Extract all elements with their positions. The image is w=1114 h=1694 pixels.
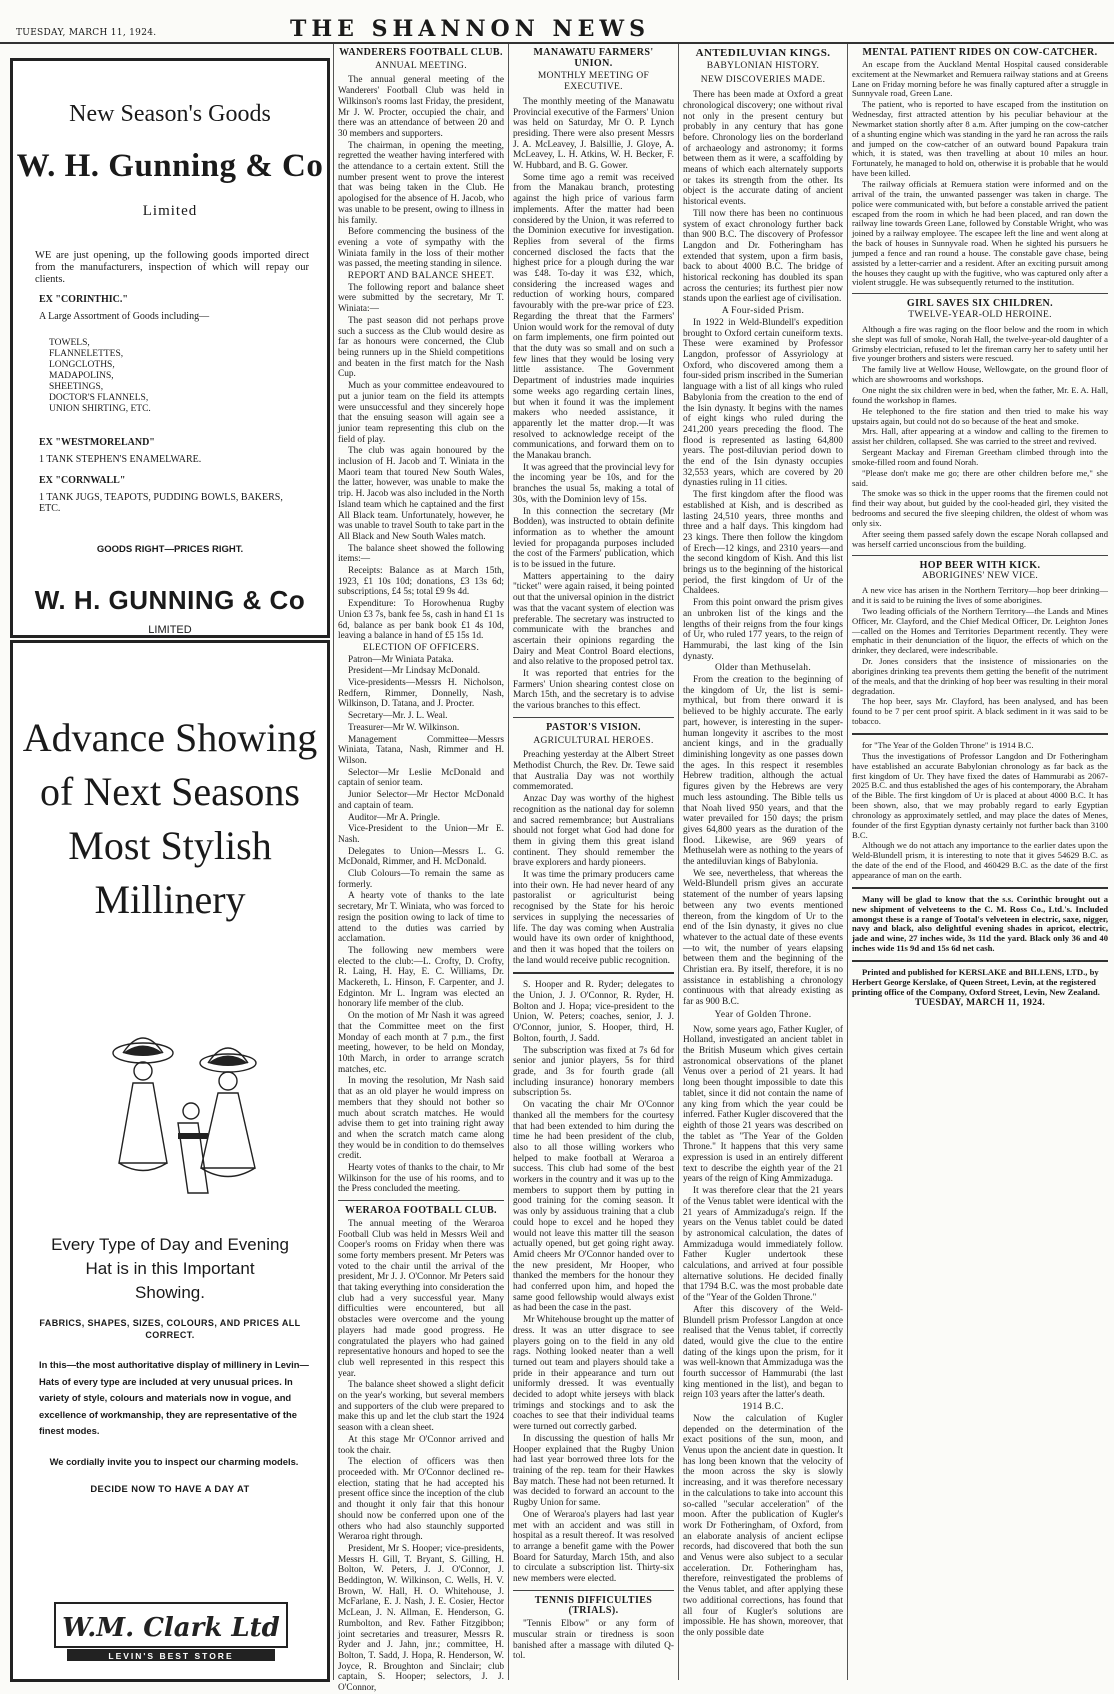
paragraph: On vacating the chair Mr O'Connor thanked all the members for the courtesy that had been extended to him during the time he had been president of the club, also to all those willing workers who helped to make football at Weraroa a success. This club had some of the best workers in the country and it was up to the members to support them by putting in good training for the coming season. It was only by assiduous training that a club could hope to excel and he hoped they would not leave this matter till the season actually opened, but get going right away. Amid cheers Mr O'Connor handed over to the new president, Mr Hooper, who thanked the members for the honour they had conferred upon him, and hoped the same good fellowship would always exist as had been the case in the past. xyxy=(513,1100,674,1314)
column-rule xyxy=(333,44,334,1680)
list-item: MADAPOLINS, xyxy=(49,371,114,381)
ad-ex-ship: EX "CORNWALL" xyxy=(39,475,126,486)
article-body xyxy=(852,741,1108,881)
ad-limited: Limited xyxy=(142,203,198,219)
paragraph: Treasurer—Mr W. Wilkinson. xyxy=(348,722,460,733)
paragraph: The past season did not perhaps prove such a success as the Club would desire as far as honours were concerned, the Club being runners up in the Shield competitions and beaten in the first match for the Nash Cup. xyxy=(338,315,504,380)
clark-logo xyxy=(53,1601,289,1663)
ad-season-heading: New Season's Goods xyxy=(69,101,271,127)
article-headline: WANDERERS FOOTBALL CLUB. xyxy=(339,47,503,58)
paragraph: Now the calculation of Kugler depended on the determination of the exact positions of the sun, moon, and Venus upon the ancient date in question. It has long been known that the velocity of the moon across the sky is slowly increasing, and it was therefore necessary in the calculations to take into account this so-called "secular acceleration" of the moon. After the publication of Kugler's work Dr Fotheringham, of Oxford, from an elaborate analysis of ancient eclipse records, had discovered that both the sun and Venus were also subject to a secular acceleration. Dr. Fotheringham has, therefore, reinvestigated the problems of the Venus tablet, and after applying these two additional corrections, has found that all four of Kugler's solutions are impossible. He has shown, moreover, that the only possible date xyxy=(683,1413,843,1638)
article-divider xyxy=(852,887,1108,889)
paragraph: In 1922 in Weld-Blundell's expedition brought to Oxford certain cuneiform texts. These were examined by Professor Langdon, professor of Assyriology at Oxford, who discovered among them a four-sided prism inscribed in the Sumerian language with a list of all kings who ruled Babylonia from the creation to the end of the Isin dynasty. It begins with the names of eight kings who ruled during the 241,200 years preceding the flood. The flood is represented as lasting 64,800 years. The post-diluvian period down to the end of the Isin dynasty occupies 32,553 years, which are covered by 20 dynasties ruling in 11 cities. xyxy=(683,317,843,489)
column-5 xyxy=(852,44,1108,1680)
masthead xyxy=(0,0,1114,44)
paragraph: Receipts: Balance as at March 15th, 1923, £1 10s 10d; donations, £3 13s 6d; subscriptions, £4 5s; total £9 9s 4d. xyxy=(338,566,504,598)
paragraph: Preaching yesterday at the Albert Street Methodist Church, the Rev. Dr. Tewe said that Australia Day was not worthily commemorated. xyxy=(513,750,674,793)
paragraph: In discussing the question of halls Mr Hooper explained that the Rugby Union had last year borrowed three lots for the training of the rep. team for their Hawkes Bay match. These had not been returned. It was decided to forward an account to the Rugby Union for same. xyxy=(513,1433,674,1509)
paragraph: Junior Selector—Mr Hector McDonald and captain of team. xyxy=(338,790,504,811)
paragraph: Dr. Jones considers that the insistence of missionaries on the aborigines drinking tea prevents them getting the benefit of the nutriment of the meals, and that the drinking of hop beer was resulting in their moral degradation. xyxy=(852,656,1108,696)
article-headline: ANTEDILUVIAN KINGS. xyxy=(695,47,831,59)
millinery-illustration xyxy=(83,993,283,1213)
paragraph: Patron—Mr Winiata Pataka. xyxy=(348,654,454,665)
section-heading: 1914 B.C. xyxy=(742,1402,784,1413)
article-divider xyxy=(852,293,1108,294)
paragraph: The chairman, in opening the meeting, regretted the weather having interfered with the attendance to a certain extent. Still the number present went to prove the interest that was being taken in the Club. He apologised for the absence of H. Jacob, who was unable to be present, owing to illness in his family. xyxy=(338,140,504,226)
paragraph: Thus the investigations of Professor Langdon and Dr Fotheringham have established an accurate Babylonian chronology as far back as the first kingdom of Ur. They have fixed the dates of Hammurabi as 2067-2025 B.C. and thus established the ages of his contemporary, the Abraham of the Bible. The first kingdom of Ur is placed at about 4000 B.C. It has been shown, also, that we may probably regard to early Egyptian chronology as approximately settled, and may place the dates of Menes, founder of the first Egyptian dynasty certainly not further back than 3100 B.C. xyxy=(852,750,1108,840)
printer-imprint: Printed and published for KERSLAKE and BILLENS, LTD., by Herbert George Kerslake, of Queen Street, Levin, at the registered printing office of the Company, Oxford Street, Levin, New Zealand. xyxy=(852,966,1100,997)
paragraph: It was reported that entries for the Farmers' Union shearing contest close on March 15th, and the secretary is to advise the various branches to this effect. xyxy=(513,669,674,712)
list-item: SHEETINGS, xyxy=(49,382,104,392)
gunning-advertisement xyxy=(10,58,330,638)
paragraph: In this connection the secretary (Mr Bodden), was instructed to obtain definite information as to whether the amount levied for propaganda purposes included the cost of the Farmers' publication, which is to be issued in the future. xyxy=(513,506,674,571)
article-headline: GIRL SAVES SIX CHILDREN. xyxy=(906,298,1054,310)
ad-intro: WE are just opening, up the following goods imported direct from the manufacturers, inspection of which will repay our clients. xyxy=(35,250,309,285)
issue-date: TUESDAY, MARCH 11, 1924. xyxy=(16,28,157,38)
ad-headline-line: Most Stylish xyxy=(68,823,272,868)
article-subhead: MONTHLY MEETING OF EXECUTIVE. xyxy=(537,71,650,93)
paragraph: It was agreed that the provincial levy for the incoming year be 10s, and for the branches the usual 5s, making a total of 30s, with the Dominion levy of 15s. xyxy=(513,462,675,505)
ad-body-text: In this—the most authoritative display of millinery in Levin—Hats of every type are included at very unusual prices. In variety of style, colours and materials now in vogue, and excellence of workmanship, they are representative of the finest modes. xyxy=(39,1359,309,1436)
paragraph: Expenditure: To Horowhenua Rugby Union £3 7s, bank fee 5s, cash in hand £1 1s 6d, balance as per bank book £1 4s 10d, leaving a balance in hand of £5 15s 1d. xyxy=(338,599,504,642)
paragraph: Management Committee—Messrs Winiata, Tatana, Nash, Rimmer and H. Wilson. xyxy=(338,734,504,766)
paragraph: Mrs. Hall, after appearing at a window and calling to the firemen to assist her children, collapsed. She was carried to the street and revived. xyxy=(852,426,1108,447)
paragraph: Matters appertaining to the dairy "ticket" were again raised, it being pointed out that the universal opinion in the district was that the vacant system of election was preferable. The secretary was instructed to communicate with the branches and ascertain their opinions regarding the Dairy and Meat Control Board elections, and also relative to the proposed petrol tax. xyxy=(513,571,674,668)
paragraph: The annual meeting of the Weraroa Football Club was held in Messrs Weil and Cooper's rooms on Friday when there was some forty members present. Mr Peters was voted to the chair until the arrival of the president, Mr J. J. O'Connor. Mr Peters said that taking everything into consideration the club had a very successful year. Many difficulties were encountered, but all obstacles were overcome and the young players had made good progress. He congratulated the players who had gained representative honours and hoped to see the club well represented in this respect this year. xyxy=(338,1218,504,1379)
paragraph: Although we do not attach any importance to the earlier dates upon the Weld-Blundell prism, it is interesting to note that it gives 54629 B.C. as the date of the end of the Flood, and 460429 B.C. as the date of the first appearance of man on the earth. xyxy=(852,840,1108,880)
paragraph: The annual general meeting of the Wanderers' Football Club was held in Wilkinson's rooms last Friday, the president, Mr J. W. Procter, occupied the chair, and there was an attendance of between 20 and 30 members and supporters. xyxy=(338,75,504,139)
paragraph: An escape from the Auckland Mental Hospital caused considerable excitement at the Newmarket and Remuera railway stations and at Greens Lane on Friday morning before he was finally captured after a struggle in Sunnyvale road, Green Lane. xyxy=(852,58,1108,99)
column-rule xyxy=(678,44,679,1680)
ad-ex-desc: 1 TANK STEPHEN'S ENAMELWARE. xyxy=(39,454,202,465)
paragraph: Anzac Day was worthy of the highest recognition as the national day for solemn and sacred remembrance; but Australians should not forget what God had done for them in giving them this great island continent. They should remember the brave explorers and hardy pioneers. xyxy=(513,794,674,869)
paragraph: From the creation to the beginning of the kingdom of Ur, the list is semi-mythical, but from there onward it is believed to be highly accurate. The early part, however, is interesting in the super-human longevity it ascribes to the most ancient kings, and in the gradually diminishing longevity as one passes down the ages. In this respect it resembles Hebrew tradition, although the actual figures given by the Hebrews are very much less astounding. The Bible tells us that Noah lived 950 years, and that the water prevailed for 150 days; the prism gives 64,800 years as the duration of the flood. Likewise, are 969 years of Methuselah were as nothing to the years of the antediluvian kings of Babylonia. xyxy=(683,675,843,868)
ad-invitation: We cordially invite you to inspect our charming models. xyxy=(49,1455,299,1467)
paragraph: Now, some years ago, Father Kugler, of Holland, investigated an ancient tablet in the British Museum which gives certain astronomical observations of the planet Venus over a period of 21 years. It had long been thought impossible to date this tablet, since it did not contain the name of any king from which the year could be inferred. Father Kugler discovered that the eighth of those 21 years was described on the tablet as "The Year of the Golden Throne." It happens that this very same expression is used in an entirely different text to describe the eighth year of the 21 years of the reign of King Ammizaduga. xyxy=(683,1024,843,1185)
ad-limited-footer: LIMITED xyxy=(148,624,192,636)
article-divider xyxy=(338,1200,504,1201)
logo-tagline: LEVIN'S BEST STORE xyxy=(108,1651,234,1661)
list-item: FLANNELETTES, xyxy=(49,349,124,359)
paragraph: He telephoned to the fire station and then tried to make his way upstairs again, but could not do so because of the heat and smoke. xyxy=(852,405,1108,426)
ad-goods-list xyxy=(49,338,327,415)
paragraph: Till now there has been no continuous system of exact chronology further back than 900 B.C. The discovery of Professor Langdon and Dr. Fotheringham has extended that system, upon a firm basis, back to about 4000 B.C. The bridge of historical reckoning has doubled its span across the centuries; its furthest pier now stands upon the earliest age of civilisation. xyxy=(683,208,843,305)
article-divider xyxy=(852,733,1108,735)
imprint-date: TUESDAY, MARCH 11, 1924. xyxy=(914,998,1046,1009)
paragraph: A new vice has arisen in the Northern Territory—hop beer drinking—and it is said to be ruining the lives of some aborigines. xyxy=(852,585,1108,606)
paragraph: Although a fire was raging on the floor below and the room in which she slept was full of smoke, Norah Hall, the twelve-year-old daughter of a Grimsby electrician, refused to let the fireman carry her to safety until her five younger brothers and sisters were rescued. xyxy=(852,323,1108,364)
section-heading: REPORT AND BALANCE SHEET. xyxy=(347,271,495,282)
paragraph: A hearty vote of thanks to the late secretary, Mr T. Winiata, who was forced to resign the position owing to lack of time to attend to the duties was carried by acclamation. xyxy=(338,891,504,945)
newspaper-title: THE SHANNON NEWS xyxy=(290,16,650,42)
paragraph: Delegates to Union—Messrs L. G. McDonald, Rimmer, and H. McDonald. xyxy=(338,846,504,868)
article-body xyxy=(513,97,674,712)
paragraph: "Please don't make me go; there are other children before me," she said. xyxy=(852,467,1108,488)
article-headline: PASTOR'S VISION. xyxy=(546,721,641,733)
paragraph: The smoke was so thick in the upper rooms that the firemen could not find their way about, but guided by the cool-headed girl, they visited the bedrooms and secured the five sleeping children, the oldest of whom was only six. xyxy=(852,488,1108,528)
paragraph: There has been made at Oxford a great chronological discovery; one without rival not only in the present century but probably in any century that has gone before. Chronology lies on the borderland of archaeology and astronomy; it forms between them as it were, a scaffolding by means of which each alternately supports or takes its strength from the other. Its object is the accurate dating of ancient historical events. xyxy=(683,90,843,208)
logo-name: W.M. Clark Ltd xyxy=(62,1613,280,1643)
clark-millinery-advertisement xyxy=(10,640,330,1682)
article-headline: WERAROA FOOTBALL CLUB. xyxy=(345,1205,497,1217)
article-body xyxy=(852,586,1108,727)
article-headline: MANAWATU FARMERS' UNION. xyxy=(533,47,654,69)
ad-fabrics-line: FABRICS, SHAPES, SIZES, COLOURS, AND PRICES ALL CORRECT. xyxy=(39,1318,301,1340)
paragraph: The patient, who is reported to have escaped from the institution on Wednesday, first attracted attention by his peculiar behaviour at the Newmarket station shortly after 8 a.m. After jumping on the cow-catcher of a shunting engine which was standing in the yard he ran across the rails and jumped on the cow-catcher of an outward bound Papakura train which, it is stated, was then travelling at about 10 miles an hour. Fortunately, he managed to hold on, otherwise it is probable that he would have been killed. xyxy=(852,99,1108,179)
section-heading: A Four-sided Prism. xyxy=(721,306,805,317)
list-item: TOWELS, xyxy=(49,338,90,348)
paragraph: Secretary—Mr. J. L. Weal. xyxy=(348,711,448,722)
paragraph: "Tennis Elbow" or any form of muscular strain or tiredness is soon banished after a massage with diluted Q-tol. xyxy=(513,1619,674,1662)
list-item: UNION SHIRTING, ETC. xyxy=(49,404,151,414)
paragraph: At this stage Mr O'Connor arrived and took the chair. xyxy=(338,1434,504,1456)
list-item: DOCTOR'S FLANNELS, xyxy=(49,393,149,403)
paragraph: Two leading officials of the Northern Territory—the Lands and Mines Officer, Mr. Clayford, and the Chief Medical Officer, Dr. Leighton Jones—called on the Homes and Territories Department recently. They were emphatic in their denunciation of the liquor, the effects of which on the drinker, they declared, were indescribable. xyxy=(852,605,1108,656)
article-body xyxy=(513,750,674,966)
paragraph: In moving the resolution, Mr Nash said that as an old player he would impress on members that they should not bother so much about scratch matches. He would advise them to get into training right away and when the scratch match came along they would be in condition to do themselves credit. xyxy=(338,1076,504,1162)
article-body xyxy=(683,1025,843,1639)
paragraph: After this discovery of the Weld-Blundell prism Professor Langdon at once realised that the Venus tablet, if correctly dated, would give the clue to the entire dating of the kings upon the prism, for it was well-known that Ammizaduga was the fourth successor of Hammurabi (the last king mentioned in the list), and began to reign 103 years after the latter's death. xyxy=(683,1304,843,1401)
section-heading: ELECTION OF OFFICERS. xyxy=(362,642,480,653)
paragraph: The railway officials at Remuera station were informed and on the arrival of the train, the unwanted passenger was taken in charge. The police were communicated with, but before a constable arrived the patient escaped from the room in which he had been placed, and ran down the railway line towards Green Lane, followed by Constable Wright, who was joined by a railway employee. The escapee left the line and went along at the back of houses in Sunnyvale road. When he sighted his pursuers he jumped a fence and ran round a house. The constable gave chase, being assisted by a letter-carrier and a resident. After an exciting pursuit among the houses they caught up with the fugitive, who was captured only after a violent struggle. He was subsequently returned to the institution. xyxy=(852,178,1108,288)
article-divider xyxy=(513,1590,674,1591)
article-body xyxy=(852,325,1108,550)
article-divider xyxy=(513,717,674,718)
column-3 xyxy=(513,44,674,1680)
ad-ex-desc: 1 TANK JUGS, TEAPOTS, PUDDING BOWLS, BAKERS, ETC. xyxy=(39,492,283,514)
paragraph: President, Mr S. Hooper; vice-presidents, Messrs H. Gill, T. Bryant, S. Gilling, H. Bolton, W. Peters, J. J. O'Connor, J. Beddington, W. Wilkinson, C. Wells, H. V. Brown, W. Hall, H. O. Whitehouse, J. McFarlane, E. J. Nash, J. E. Cosier, Hector McLean, J. N. Allman, E. Henderson, G. Rumbolton, and Rev. Father Fitzgibbon; joint secretaries and treasurer, Messrs R. Ryder and J. Jahn, jnr.; committee, H. Bolton, T. Sadd, J. Hopa, R. Henderson, W. Joyce, R. Broughton and Sinclair; club captain, S. Hooper; selectors, J. J. O'Connor, xyxy=(338,1543,504,1694)
column-rule xyxy=(847,44,848,1680)
article-body xyxy=(683,90,843,1008)
paragraph: The hop beer, says Mr. Clayford, has been analysed, and has been found to be 7 per cent proof spirit. A black sediment in it was said to be tobacco. xyxy=(852,696,1108,727)
paragraph: The election of officers was then proceeded with. Mr O'Connor declined re-election, stating that he had accepted his present office since the inception of the club and thought it only fair that this honour should now be conferred upon one of the others who had also staunchly supported Weraroa right through. xyxy=(338,1457,504,1543)
column-2 xyxy=(338,44,505,1694)
paragraph: Some time ago a remit was received from the Manakau branch, protesting against the high price of various farm implements. After the matter had been considered by the Union, it was referred to the Dominion executive for investigation. Replies from several of the firms concerned disclosed the facts that the highest price for a plough during the war was £48. To-day it was £32, which, considering the increased wages and reduction of working hours, compared favourably with the pre-war price of £23. Regarding the threat that the Farmers' Union would work for the removal of duty on farm implements, one firm pointed out that the duty was so small and on such a few lines that they would be losing very little assistance. The Government Department of industries made inquiries some weeks ago regarding certain lines, but when it found it was the implement makers who needed assistance, it apparently let the matter drop.—It was resolved to acknowledge receipt of the communications, and forward them on to the Manakau branch. xyxy=(513,172,674,462)
paragraph: The subscription was fixed at 7s 6d for senior and junior players, 5s for third grade, and 3s for fourth grade (all including insurance) honorary members subscription 5s. xyxy=(513,1045,674,1099)
paragraph: We see, nevertheless, that whereas the Weld-Blundell prism gives an accurate statement of the number of years lapsing between any two events mentioned thereon, from the kingdom of Ur to the end of the Isin dynasty, it gives no clue whatever to the actual date of these events—to wit, the number of years elapsing between them and the beginning of the Christian era. By itself, therefore, it is no assistance in establishing a chronology continuous with that already existing as far as 900 B.C. xyxy=(683,868,843,1008)
article-divider xyxy=(852,960,1108,962)
article-subhead: BABYLONIAN HISTORY. xyxy=(706,60,820,71)
paragraph: Selector—Mr Leslie McDonald and captain of senior team. xyxy=(338,767,504,789)
article-headline: MENTAL PATIENT RIDES ON COW-CATCHER. xyxy=(862,47,1098,58)
paragraph: It was therefore clear that the 21 years of the Venus tablet were identical with the 21 years of Ammizaduga's reign. If the years on the Venus tablet could be dated by astronomical calculation, the dates of Ammizaduga would immediately follow. Father Kugler undertook these calculations, and arrived at four possible alternative solutions. He decided finally that 1794 B.C. was the most probable date of the "Year of the Golden Throne." xyxy=(683,1186,843,1304)
column-rule xyxy=(508,44,509,1680)
article-headline: TENNIS DIFFICULTIES (TRIALS). xyxy=(534,1594,653,1617)
ad-subhead-line: Every Type of Day and Evening xyxy=(51,1235,289,1254)
paragraph: Much as your committee endeavoured to put a junior team on the field its attempts were unsuccessful and they sincerely hope that the ensuing season will again see a junior team representing this club on the field of play. xyxy=(338,381,504,445)
article-body xyxy=(338,75,504,1195)
paragraph: Hearty votes of thanks to the chair, to Mr Wilkinson for the use of his rooms, and to the Press concluded the meeting. xyxy=(338,1163,504,1195)
paragraph: President—Mr Lindsay McDonald. xyxy=(348,666,480,677)
ad-ex-ship: EX "WESTMORELAND" xyxy=(39,437,155,448)
paragraph: The balance sheet showed the following items:— xyxy=(338,543,504,565)
paragraph: It was time the primary producers came into their own. He had never heard of any pastoralist or agriculturist being recognised by the State for his heroic services in supplying the necessaries of life. The day was coming when Australia would have its own order of knighthood, and then it was hoped that the toilers on the land would receive public recognition. xyxy=(513,870,674,966)
ad-headline-line: of Next Seasons xyxy=(40,769,300,814)
velveteen-notice: Many will be glad to know that the s.s. Corinthic brought out a new shipment of velveteens to the C. M. Ross Co., Ltd.'s. Included amongst these is a range of Tootal's velveteen in electric, saxe, nigger, navy and black, also delightful evening shades in apricot, electric, jade and wine, 27 inches wide, 3s 11d the yard. Black only 36 and 40 inches wide 11s 9d and 15s 6d net cash. xyxy=(852,893,1108,954)
article-subhead: ABORIGINES' NEW VICE. xyxy=(921,571,1039,582)
ad-call-to-action: DECIDE NOW TO HAVE A DAY AT xyxy=(90,1482,250,1494)
article-headline: HOP BEER WITH KICK. xyxy=(919,559,1041,571)
ad-subhead-line: Showing. xyxy=(135,1283,205,1302)
paragraph: The club was again honoured by the inclusion of H. Jacob and T. Winiata in the Maori team that toured New South Wales, the latter, however, was unable to make the trip. H. Jacob was also included in the North Island team which he captained and the first All Black team. Unfortunately, however, he was unable to travel South to take part in the All Black and New South Wales match. xyxy=(338,446,505,542)
list-item: LONGCLOTHS, xyxy=(49,360,115,370)
article-body xyxy=(513,980,674,1584)
article-body xyxy=(852,60,1108,288)
paragraph: The first kingdom after the flood was established at Kish, and is described as lasting 24,510 years, three months and three and a half days. This kingdom had 23 kings. There then follow the kingdom of Erech—12 kings, and 2310 years—and the second kingdom of Kish. And this list brings us to the beginning of the historical period, the first kingdom of Ur of the Chaldees. xyxy=(683,490,843,597)
paragraph: Sergeant Mackay and Fireman Greetham climbed through into the smoke-filled room and found Norah. xyxy=(852,447,1108,467)
paragraph: The monthly meeting of the Manawatu Provincial executive of the Farmers' Union was held on Saturday, Mr O. P. Lynch presiding. There were also present Messrs J. A. McLeavey, J. Balsillie, J. Gloye, A. McLeavey, L. H. Atkins, W. H. Becker, F. W. Hubbard, and B. G. Gower. xyxy=(513,96,674,172)
paragraph: The following report and balance sheet were submitted by the secretary, Mr T. Winiata:— xyxy=(338,282,504,315)
ad-headline-line: Millinery xyxy=(94,877,246,922)
paragraph: The balance sheet showed a slight deficit on the year's working, but several members and supporters of the club were prepared to make this up and let the club start the 1924 season with a clean sheet. xyxy=(338,1380,504,1434)
paragraph: One night the six children were in bed, when the father, Mr. E. A. Hall, found the workshop in flames. xyxy=(852,385,1108,405)
paragraph: On the motion of Mr Nash it was agreed that the Committee meet on the first Monday of each month at 7 p.m., the first meeting, however, to be held on Monday, 10th March, in order to arrange scratch matches, etc. xyxy=(338,1011,504,1075)
ad-ex-ship: EX "CORINTHIC." xyxy=(39,294,128,305)
ad-slogan: GOODS RIGHT—PRICES RIGHT. xyxy=(96,544,244,555)
column-4 xyxy=(683,44,843,1680)
article-subhead: ANNUAL MEETING. xyxy=(375,60,467,71)
paragraph: Club Colours—To remain the same as formerly. xyxy=(338,869,504,890)
ad-company-name: W. H. Gunning & Co xyxy=(16,148,324,184)
ad-subhead-line: Hat is in this Important xyxy=(85,1259,255,1278)
article-divider xyxy=(513,972,674,974)
ad-ex-desc: A Large Assortment of Goods including— xyxy=(39,311,210,322)
ad-company-name-footer: W. H. GUNNING & Co xyxy=(34,585,306,615)
ad-subhead xyxy=(13,1233,327,1305)
paragraph: One of Weraroa's players had last year met with an accident and was still in hospital as a result thereof. It was resolved to arrange a benefit game with the Power Board for Saturday, March 15th, and also to circulate a subscription list. Thirty-six new members were elected. xyxy=(513,1509,674,1585)
paragraph: Auditor—Mr A. Pringle. xyxy=(348,812,440,823)
article-subhead: AGRICULTURAL HEROES. xyxy=(533,735,654,746)
article-subhead: TWELVE-YEAR-OLD HEROINE. xyxy=(908,310,1052,321)
paragraph: From this point onward the prism gives an unbroken list of the kings and the lengths of their reigns from the four kings of Ur, who ruled 177 years, to the reign of Hammurabi, the last king of the Isin dynasty. xyxy=(683,598,843,662)
paragraph: The following new members were elected to the club:—L. Crofty, D. Crofty, R. Laing, H. Hay, E. C. Williams, Dr. Mackereth, L. Hinson, F. Carpenter, and J. Edginton. Mr L. Ingram was elected an honorary life member of the club. xyxy=(338,945,504,1010)
paragraph: The family live at Wellow House, Wellowgate, on the ground floor of which are showrooms and workshops. xyxy=(852,364,1108,385)
article-divider xyxy=(852,555,1108,556)
ad-headline-line: Advance Showing xyxy=(22,715,318,760)
article-subhead: NEW DISCOVERIES MADE. xyxy=(700,75,826,86)
paragraph: Before commencing the business of the evening a vote of sympathy with the Winiata family in the loss of their mother was passed, the meeting standing in silence. xyxy=(338,227,504,270)
paragraph: Vice-President to the Union—Mr E. Nash. xyxy=(338,824,504,845)
section-heading: Year of Golden Throne. xyxy=(714,1009,812,1020)
paragraph: Mr Whitehouse brought up the matter of dress. It was an utter disgrace to see players going on to the field in any old rags. Nothing looked neater than a well turned out team and players should take a pride in their appearance and turn out uniformly dressed. It was eventually decided to adopt white jerseys with black trimings and stockings and to ask the coaches to see that their individual teams were turned out correctly garbed. xyxy=(513,1315,674,1433)
paragraph: S. Hooper and R. Ryder; delegates to the Union, J. J. O'Connor, R. Ryder, H. Bolton and J. Hopa; vice-president to the Union, W. Peters; coaches, senior, J. J. O'Connor, junior, S. Hooper, third, H. Bolton, fourth, J. Sadd. xyxy=(513,980,674,1044)
ad-headline xyxy=(13,711,327,927)
paragraph: Vice-presidents—Messrs H. Nicholson, Redfern, Rimmer, Donnelly, Nash, Wilkinson, D. Tatana, and J. Procter. xyxy=(338,678,504,710)
paragraph: After seeing them passed safely down the escape Norah collapsed and was herself carried unconscious from the building. xyxy=(852,528,1108,549)
section-heading: Older than Methuselah. xyxy=(714,663,812,674)
article-body xyxy=(338,1219,504,1694)
paragraph: for "The Year of the Golden Throne" is 1914 B.C. xyxy=(862,740,1034,750)
